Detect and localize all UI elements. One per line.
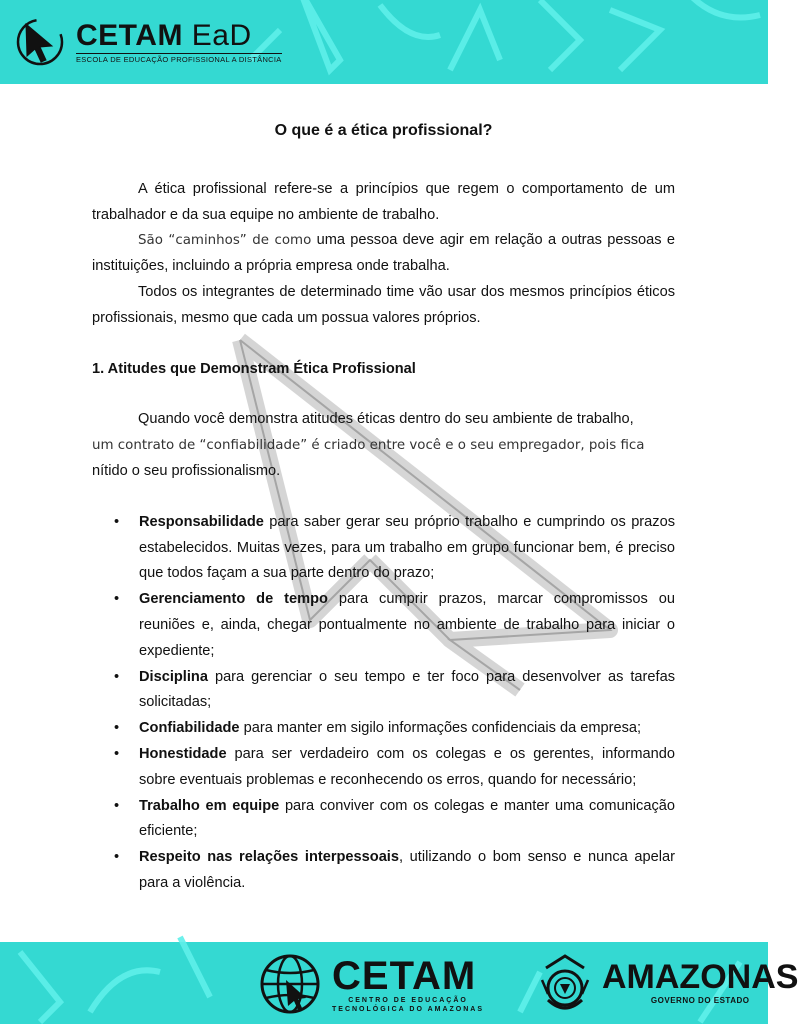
cetam-subtitle-2: TECNOLÓGICA DO AMAZONAS [332,1006,485,1013]
bullet-text: , utilizando o bom senso e nunca apelar para a violência. [139,849,675,891]
document-title: O que é a ética profissional? [274,122,493,139]
list-item [92,665,675,717]
bullet-dot: • [114,668,120,685]
bullet-term: Gerenciamento de tempo [139,591,328,608]
bullet-text: para gerenciar o seu tempo e ter foco para desenvolver as tarefas solicitadas; [139,668,675,711]
bullet-dot: • [114,797,120,814]
bullet-term: Honestidade [139,745,227,762]
bullet-dot: • [114,720,120,737]
list-item [92,510,675,587]
section-heading: 1. Atitudes que Demonstram Ética Profissional [92,360,416,377]
section-paragraph-line-2: um contrato de “confiabilidade” é criado entre você e o seu empregador, pois fica [92,438,645,454]
bullet-dot: • [114,591,120,608]
bullet-text: para manter em sigilo informações confidenciais da empresa; [239,720,642,737]
list-item [92,716,675,742]
section-paragraph-line-3: nítido o seu profissionalismo. [92,462,281,479]
intro-paragraph-1: A ética profissional refere-se a princípios que regem o comportamento de um trabalhador e da sua equipe no ambiente de trabalho. [92,180,675,223]
cursor-arrow-icon [12,14,68,70]
amazonas-wordmark: AMAZONAS [602,958,798,996]
bullet-term: Disciplina [139,668,208,685]
cetam-subtitle-1: CENTRO DE EDUCAÇÃO [348,997,468,1004]
intro-paragraph-3: Todos os integrantes de determinado time vão usar dos mesmos princípios éticos profissionais, mesmo que cada um possua valores próprios. [92,283,675,326]
bullet-dot: • [114,513,120,530]
state-crest-icon [538,950,592,1018]
intro-paragraph-2-lead: São “caminhos” de como [138,233,312,249]
bullet-text: para saber gerar seu próprio trabalho e cumprindo os prazos estabelecidos. Muitas vezes, para um trabalho em grupo funcionar bem, é preciso que todos façam a sua parte dentro do prazo; [139,513,675,582]
brand-main: CETAM [76,18,183,52]
amazonas-logo [602,958,798,1005]
bullet-text: para ser verdadeiro com os colegas e os gerentes, informando sobre eventuais problemas e reconhecendo os erros, quando for necessário; [139,745,675,788]
page-header [0,0,768,84]
brand-tagline: ESCOLA DE EDUCAÇÃO PROFISSIONAL A DISTÂNCIA [76,54,282,64]
bullet-term: Confiabilidade [139,720,240,737]
section-paragraph-line-1: Quando você demonstra atitudes éticas dentro do seu ambiente de trabalho, [138,411,634,428]
bullet-dot: • [114,849,120,866]
bullet-dot: • [114,745,120,762]
intro-paragraph-2-rest: uma pessoa deve agir em relação a outras pessoas e instituições, incluindo a própria empresa onde trabalha. [92,232,675,275]
brand-suffix: EaD [191,18,252,52]
bullet-term: Trabalho em equipe [139,797,280,814]
attitudes-list [92,510,675,897]
amazonas-subtitle: GOVERNO DO ESTADO [650,996,750,1005]
cetam-ead-logo [12,14,282,70]
page-footer [0,942,798,1024]
bullet-text: para conviver com os colegas e manter uma comunicação eficiente; [139,797,675,840]
bullet-text: para cumprir prazos, marcar compromissos ou reuniões e, ainda, chegar pontualmente no ambiente de trabalho para iniciar o expediente; [139,591,675,659]
document-body [92,118,675,897]
list-item [92,742,675,794]
cetam-logo [332,956,484,1014]
bullet-term: Responsabilidade [139,513,264,530]
list-item [92,845,675,897]
intro-paragraph-2 [92,228,675,280]
globe-icon [256,950,324,1018]
list-item [92,587,675,664]
cetam-wordmark: CETAM [332,954,477,998]
bullet-term: Respeito nas relações interpessoais [139,849,399,866]
list-item [92,794,675,846]
